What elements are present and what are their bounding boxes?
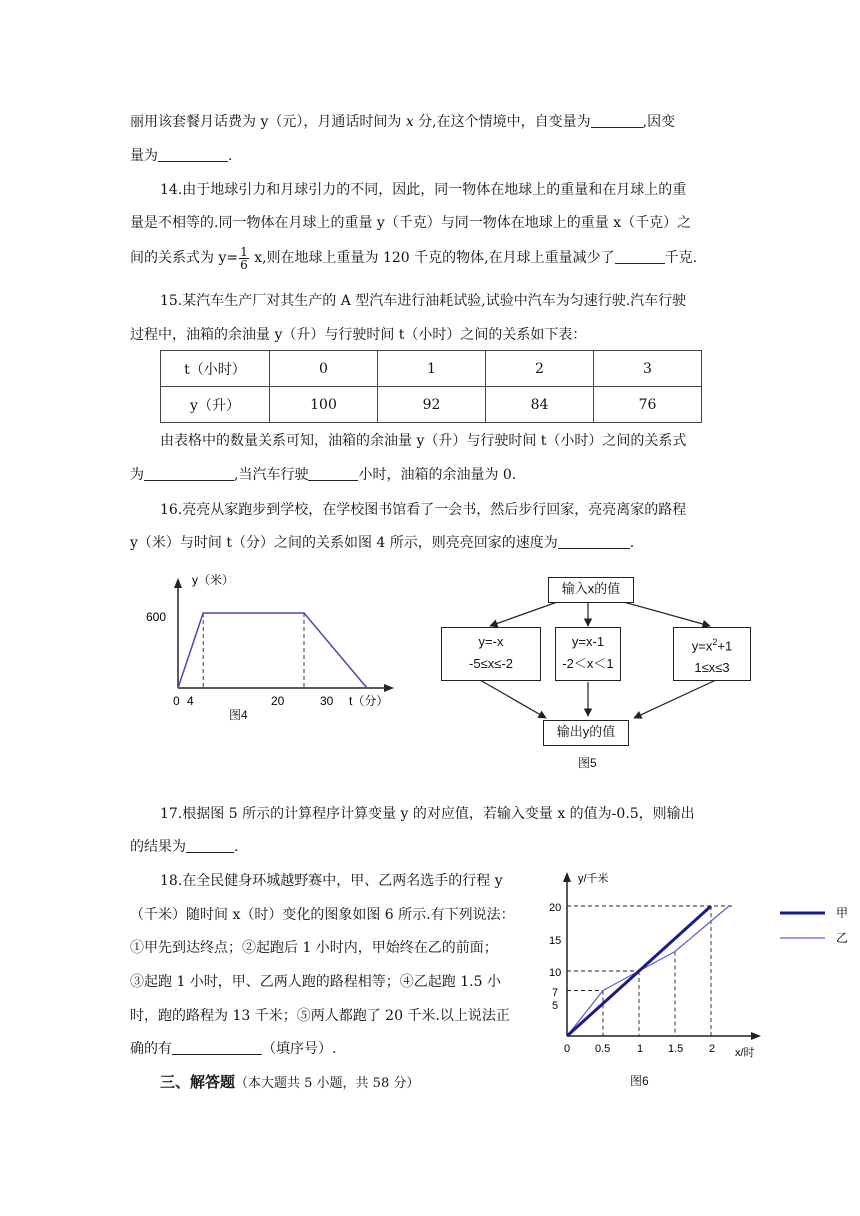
fraction (239, 246, 249, 271)
table-cell: 0 (270, 351, 378, 387)
figure-4-chart (140, 568, 400, 728)
q13-text: 丽用该套餐月话费为 y（元），月通话时间为 (130, 114, 406, 130)
fraction-numerator: 1 (240, 244, 248, 259)
expr-tail: +1 (717, 638, 733, 654)
q15-line1: 15.某汽车生产厂对其生产的 A 型汽车进行油耗试验,试验中汽车为匀速行驶.汽车行驶 (160, 293, 687, 309)
expr-exponent: 2 (712, 637, 718, 647)
x-tick-label: 4 (187, 694, 194, 708)
y-axis-arrow (174, 578, 182, 588)
q16-line1: 16.亮亮从家跑步到学校，在学校图书馆看了一会书，然后步行回家，亮亮离家的路程 (160, 502, 687, 518)
y-tick-label: 20 (549, 902, 562, 914)
y-tick-label: 7 (552, 987, 559, 999)
q13-text: . (228, 148, 233, 164)
branch-right-box (673, 627, 751, 681)
table-cell: y（升） (161, 387, 270, 423)
branch-condition: 1≤x≤3 (694, 660, 730, 676)
q16-text: y（米）与时间 t（分）之间的关系如图 4 所示，则亮亮回家的速度为 (130, 535, 558, 551)
answer-blank[interactable] (308, 466, 358, 481)
q15-text: ,当汽车行驶 (234, 467, 309, 483)
table-cell: 84 (486, 387, 594, 423)
x-axis-arrow (751, 1032, 761, 1040)
q13-text: ,因变 (642, 114, 676, 130)
branch-condition: -5≤x≤-2 (469, 656, 513, 671)
q14-line3 (130, 245, 697, 271)
q14-text: x,则在地球上重量为 120 千克的物体,在月球上重量减少了 (249, 250, 615, 266)
figure-4-caption: 图4 (229, 708, 248, 722)
x-tick-label: 0 (173, 694, 180, 708)
x-tick-label: 0 (564, 1043, 571, 1055)
distance-line (178, 613, 367, 688)
q18-text: 确的有 (130, 1041, 172, 1057)
guide-lines (203, 613, 304, 688)
q15-text: 为 (130, 467, 144, 483)
x-tick-label: 0.5 (595, 1043, 611, 1055)
x-axis-label: t（分） (349, 694, 389, 708)
q13-text: 量为 (130, 148, 158, 164)
branch-expr: y=-x (478, 634, 504, 649)
guide-lines (567, 906, 733, 1036)
answer-blank[interactable] (558, 534, 630, 549)
flow-arrow (634, 680, 716, 718)
q14-line1: 14.由于地球引力和月球引力的不同，因此，同一物体在地球上的重量和在月球上的重 (160, 182, 687, 198)
section-3-heading (160, 1073, 419, 1093)
x-tick-label: 1 (637, 1043, 644, 1055)
y-axis-arrow (563, 872, 571, 882)
answer-blank[interactable] (172, 1040, 262, 1055)
q18-line3: ①甲先到达终点；②起跑后 1 小时内，甲始终在乙的前面； (130, 940, 498, 956)
q15-line3: 由表格中的数量关系可知，油箱的余油量 y（升）与行驶时间 t（小时）之间的关系式 (160, 433, 687, 449)
answer-blank[interactable] (144, 466, 234, 481)
x-tick-label: 20 (271, 694, 285, 708)
x-axis-arrow (384, 684, 394, 692)
table-cell: 76 (594, 387, 702, 423)
x-tick-label: 1.5 (668, 1043, 684, 1055)
x-tick-label: 2 (709, 1043, 716, 1055)
y-tick-label: 10 (549, 967, 562, 979)
y-tick-label: 15 (549, 935, 562, 947)
x-tick-label: 30 (320, 694, 334, 708)
q17-text: . (234, 839, 239, 855)
q18-line1: 18.在全民健身环城越野赛中，甲、乙两名选手的行程 y (160, 873, 503, 889)
q17-line1: 17.根据图 5 所示的计算程序计算变量 y 的对应值，若输入变量 x 的值为-0.5，则输出 (160, 806, 695, 822)
input-box: 输入x的值 (548, 577, 634, 603)
q13-line1 (130, 113, 675, 131)
flow-arrow (480, 680, 546, 718)
q18-line4: ③起跑 1 小时，甲、乙两人跑的路程相等；④乙起跑 1.5 小 (130, 974, 501, 990)
branch-condition: -2＜x＜1 (562, 656, 614, 671)
branch-expr: y=x-1 (571, 634, 605, 649)
q17-line2 (130, 838, 238, 856)
q13-var: x (405, 114, 414, 130)
table-cell: t（小时） (161, 351, 270, 387)
q14-text: 千克. (664, 250, 698, 266)
y-tick-label: 5 (552, 1000, 559, 1012)
table-cell: 1 (378, 351, 486, 387)
q14-line2: 量是不相等的.同一物体在月球上的重量 y（千克）与同一物体在地球上的重量 x（千克）之 (130, 215, 692, 231)
q16-text: . (629, 535, 635, 551)
expr-base: y=x (691, 638, 713, 654)
answer-blank[interactable] (158, 147, 228, 162)
answer-blank[interactable] (591, 113, 643, 128)
table-cell: 3 (594, 351, 702, 387)
q17-text: 的结果为 (130, 839, 186, 855)
legend-yi-label: 乙 (836, 931, 849, 945)
table-cell: 92 (378, 387, 486, 423)
q15-line2: 过程中，油箱的余油量 y（升）与行驶时间 t（小时）之间的关系如下表： (130, 327, 587, 343)
x-axis-label: x/时 (735, 1047, 755, 1059)
y-axis-label: y（米） (192, 573, 235, 587)
table-row (161, 351, 702, 387)
q13-text: 分,在这个情境中，自变量为 (413, 114, 591, 130)
branch-mid-box (555, 627, 621, 681)
q18-line2: （千米）随时间 x（时）变化的图象如图 6 所示.有下列说法： (130, 907, 515, 923)
output-box: 输出y的值 (543, 720, 629, 746)
q18-text: （填序号）. (262, 1041, 337, 1057)
section-note: （本大题共 5 小题，共 58 分） (235, 1076, 420, 1091)
q15-table (160, 350, 702, 423)
figure-6-caption: 图6 (630, 1074, 649, 1088)
table-cell: 2 (486, 351, 594, 387)
q15-line4 (130, 466, 516, 484)
q18-line6 (130, 1040, 336, 1058)
q15-text: 小时，油箱的余油量为 0. (358, 467, 517, 483)
figure-6-chart (540, 866, 860, 1066)
flow-arrow (620, 601, 710, 626)
q14-text: 间的关系式为 y= (130, 250, 239, 266)
branch-left-box (441, 627, 541, 681)
section-title: 三、解答题 (160, 1073, 236, 1091)
table-cell: 100 (270, 387, 378, 423)
legend-jia-label: 甲 (836, 906, 849, 920)
q18-line5: 时，跑的路程为 13 千米；⑤两人都跑了 20 千米.以上说法正 (130, 1008, 510, 1024)
flow-arrow (490, 601, 560, 626)
branch-expr (674, 631, 750, 657)
y-axis-label: y/千米 (578, 873, 609, 885)
answer-blank[interactable] (186, 838, 234, 853)
y-tick-label: 600 (146, 610, 167, 624)
q16-line2 (130, 534, 634, 552)
q13-line2 (130, 147, 232, 165)
table-row (161, 387, 702, 423)
fraction-denominator: 6 (240, 257, 248, 272)
answer-blank[interactable] (615, 249, 665, 264)
figure-5-caption: 图5 (578, 756, 597, 770)
